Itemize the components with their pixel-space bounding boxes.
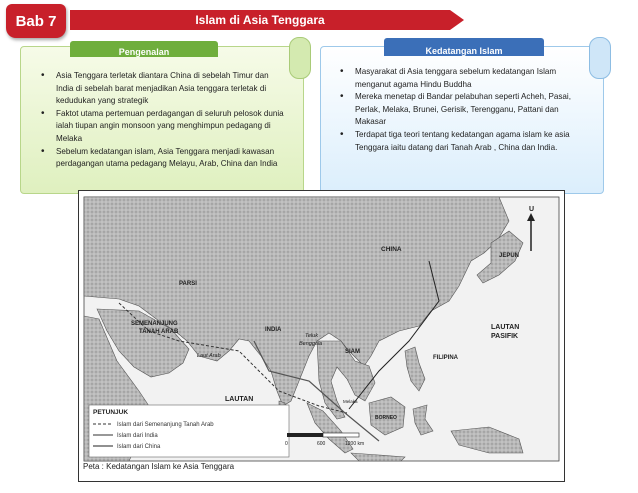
label-teluk: Teluk <box>305 333 318 339</box>
pengenalan-label-text: Pengenalan <box>118 47 170 57</box>
legend-item-arab: Islam dari Semenanjung Tanah Arab <box>117 422 214 428</box>
label-parsi: PARSI <box>179 281 197 287</box>
chapter-tab <box>6 4 66 38</box>
legend-item-china: Islam dari China <box>117 444 161 450</box>
label-siam: SIAM <box>345 349 360 355</box>
legend-item-india: Islam dari India <box>117 433 158 439</box>
list-item: • Masyarakat di Asia tenggara sebelum kedatangan Islam menganut agama Hindu Buddha <box>335 66 590 91</box>
map-frame <box>78 190 565 482</box>
page-title: Islam di Asia Tenggara <box>195 13 325 27</box>
scale-end: 1200 km <box>345 441 365 447</box>
label-lautan-pasifik-1: LAUTAN <box>491 324 520 331</box>
list-item: • Faktot utama pertemuan perdagangan di seluruh pelosok dunia ialah tiupan angin monsoon yang menghimpun pedagang di Melaka <box>36 108 286 146</box>
scroll-curl <box>589 37 611 79</box>
title-banner-arrow <box>450 10 464 30</box>
label-china: CHINA <box>381 246 402 253</box>
map-svg <box>79 191 564 481</box>
list-item: • Mereka menetap di Bandar pelabuhan seperti Acheh, Pasai, Perlak, Melaka, Brunei, Gerisik, Terengganu, Pattani dan Makasar <box>335 91 590 129</box>
label-semenanjung: SEMENANJUNG <box>131 321 178 327</box>
scale-mid: 600 <box>317 441 326 447</box>
pengenalan-list <box>36 70 286 171</box>
label-borneo: BORNEO <box>375 415 397 421</box>
label-lautan-pasifik-2: PASIFIK <box>491 333 519 340</box>
list-item: • Asia Tenggara terletak diantara China di sebelah Timur dan India di sebelah barat menjadikan Asia tenggara terletak di kedudukan yang strategik <box>36 70 286 108</box>
north-label: U <box>529 206 535 213</box>
legend-title: PETUNJUK <box>93 409 129 416</box>
label-melaka: Melaka <box>343 399 358 404</box>
label-india: INDIA <box>265 327 282 333</box>
list-item: • Terdapat tiga teori tentang kedatangan agama islam ke asia Tenggara iaitu datang dari Tanah Arab , China dan India. <box>335 129 590 154</box>
label-benggala: Benggala <box>299 341 323 347</box>
list-item: • Sebelum kedatangan islam, Asia Tenggara menjadi kawasan perdagangan utama pedagang Melayu, Arab, China dan India <box>36 146 286 171</box>
label-lautan-hindi-1: LAUTAN <box>225 396 254 403</box>
label-jepun: JEPUN <box>499 253 520 259</box>
map-legend <box>89 405 289 457</box>
label-laut-arab: Laut Arab <box>197 353 221 359</box>
kedatangan-label-text: Kedatangan Islam <box>425 46 503 56</box>
label-filipina: FILIPINA <box>433 355 458 361</box>
scale-zero: 0 <box>285 441 288 447</box>
scroll-curl <box>289 37 311 79</box>
chapter-label: Bab 7 <box>15 12 57 30</box>
kedatangan-list <box>335 66 590 154</box>
title-banner <box>70 10 450 30</box>
kedatangan-label <box>384 38 544 56</box>
pengenalan-label <box>70 41 218 57</box>
map-caption: Peta : Kedatangan Islam ke Asia Tenggara <box>83 462 235 471</box>
label-tanah-arab: TANAH ARAB <box>139 329 179 335</box>
